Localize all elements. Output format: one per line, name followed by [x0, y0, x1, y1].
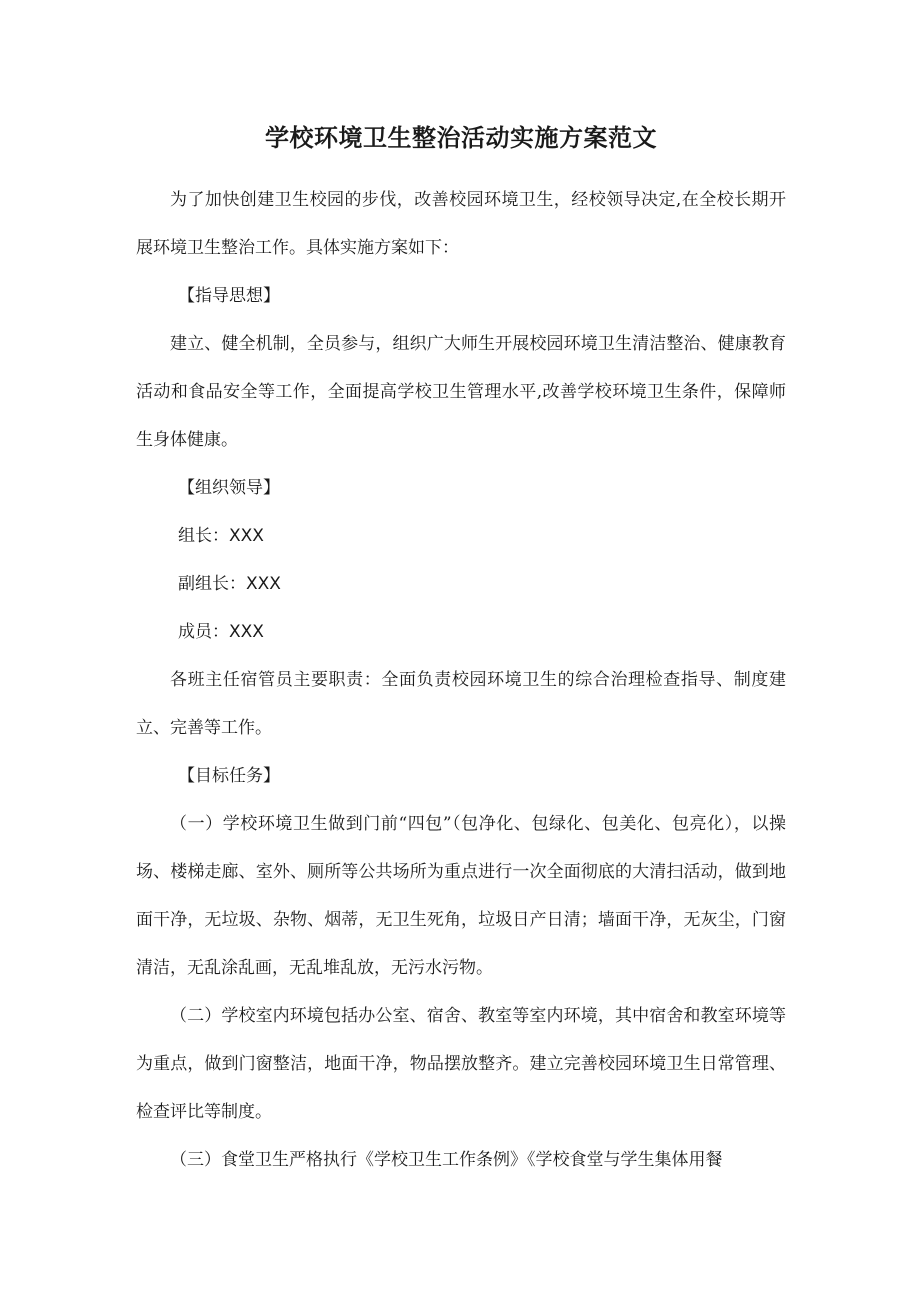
- duty-paragraph: 各班主任宿管员主要职责：全面负责校园环境卫生的综合治理检查指导、制度建立、完善等工作。: [136, 670, 786, 738]
- deputy-value: XXX: [246, 574, 281, 594]
- target-item-3: （三）食堂卫生严格执行《学校卫生工作条例》《学校食堂与学生集体用餐: [170, 1150, 723, 1170]
- target-item-1: （一）学校环境卫生做到门前“四包”（包净化、包绿化、包美化、包亮化），以操场、楼梯走廊、室外、厕所等公共场所为重点进行一次全面彻底的大清扫活动，做到地面干净，无垃圾、杂物、烟蒂，无卫生死角，垃圾日产日清；墙面干净，无灰尘，门窗清洁，无乱涂乱画，无乱堆乱放，无污水污物。: [136, 814, 786, 978]
- deputy-label: 副组长：: [178, 574, 246, 594]
- leader-field: [136, 512, 786, 560]
- target-item-2: （二）学校室内环境包括办公室、宿舍、教室等室内环境，其中宿舍和教室环境等为重点，做到门窗整洁，地面干净，物品摆放整齐。建立完善校园环境卫生日常管理、检查评比等制度。: [136, 1006, 786, 1122]
- document-page: [136, 118, 786, 1184]
- members-value: XXX: [229, 622, 264, 642]
- guiding-paragraph: 建立、健全机制，全员参与，组织广大师生开展校园环境卫生清洁整治、健康教育活动和食品安全等工作，全面提高学校卫生管理水平,改善学校环境卫生条件，保障师生身体健康。: [136, 334, 786, 450]
- deputy-field: [136, 560, 786, 608]
- members-field: [136, 608, 786, 656]
- section-heading-organization: 【组织领导】: [178, 478, 280, 498]
- members-label: 成员：: [178, 622, 229, 642]
- leader-label: 组长：: [178, 526, 229, 546]
- section-heading-guiding: 【指导思想】: [178, 286, 280, 306]
- intro-paragraph: 为了加快创建卫生校园的步伐，改善校园环境卫生，经校领导决定,在全校长期开展环境卫生整治工作。具体实施方案如下：: [136, 190, 786, 258]
- section-heading-targets: 【目标任务】: [178, 766, 280, 786]
- document-title: 学校环境卫生整治活动实施方案范文: [265, 123, 657, 152]
- leader-value: XXX: [229, 526, 264, 546]
